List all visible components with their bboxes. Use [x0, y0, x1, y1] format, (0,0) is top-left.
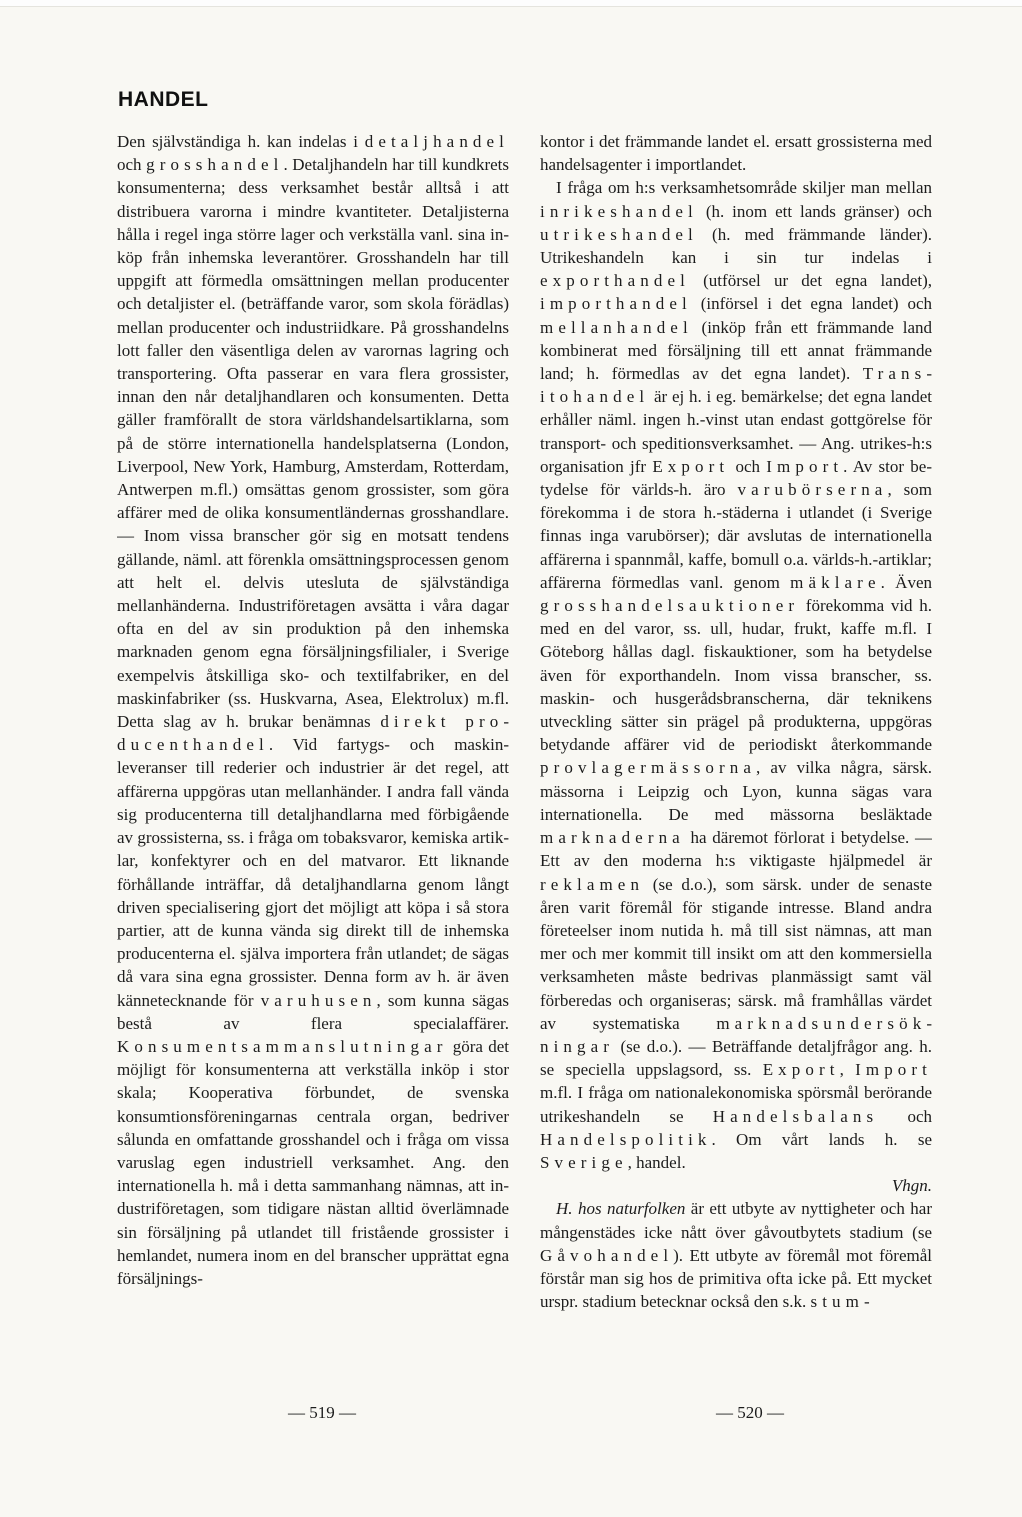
spaced-term: Export	[652, 456, 730, 476]
spaced-term: detaljhandel	[364, 132, 509, 151]
spaced-term: utrikeshandel	[540, 224, 698, 244]
text-run: . Vid fartygs- och maskinleveranser till rederier och industrier är det regel, att affärerna uppgöras utan mellanhänder. I andra fall vända sig producenterna till detaljhandlarna med förbigående av grossisterna, ss. i fråga om tobaksvaror, kemiska artiklar, konfektyrer och en del matvaror. Ett liknande förhållande inträffar, då detaljhandlarna genom långt driven specialisering gjort det möjligt att köpa i så stora partier, att de kunna vända sig direkt till de inhemska producenterna el. själva importera från utlandet; de sägas då vara sina egna grossister. Denna form av h. är även kännetecknande för	[117, 735, 509, 1010]
spaced-term: Gåvohandel	[540, 1245, 674, 1265]
spaced-term: importhandel	[540, 294, 692, 314]
spaced-term: Export	[762, 1060, 840, 1080]
spaced-term: Sverige	[540, 1152, 628, 1172]
text-run: , handel.	[627, 1152, 686, 1172]
text-run: är ej h. i eg. bemärkelse; det egna landet erhåller näml. ingen h.-vinst utan endast gottgörelse för transport- och speditionsverksamhet. — Ang. utrikes-h:s organisation jfr	[540, 387, 932, 476]
text-run: ,	[839, 1060, 856, 1080]
spaced-term: stum-	[810, 1292, 875, 1312]
text-run: och	[878, 1106, 932, 1126]
text-run: . Även	[880, 572, 932, 592]
page-number-right: — 520 —	[716, 1403, 784, 1422]
page-number-left: — 519 —	[288, 1403, 356, 1422]
text-run: . Om vårt lands h. se	[711, 1129, 932, 1149]
text-run: är ett utbyte av nyttigheter och har mångenstädes icke nått över gåvoutbytets stadium (se	[540, 1199, 932, 1242]
text-run: . Detaljhandeln har till kundkrets konsumenterna; dess verksamhet består alltså i att distribuera varorna i mindre kvantiteter. Detaljisterna hålla i regel inga större lager och verkställa vanl. sina inköp från inhemska leverantörer. Grosshandeln har till uppgift att förmedla omsättningen mellan producenter och detaljister el. (beträffande varor, som skola förädlas) mellan producenter och industriidkare. På grosshandelns lott faller den väsentliga delen av varornas lagring och transportering. Ofta passerar en vara flera grossister, innan den når detaljhandlaren och konsumenten. Detta gäller framförallt de stora världshandelsartiklarna, som på de större internationella handelsplatserna (London, Liverpool, New York, Hamburg, Amsterdam, Rotterdam, Antwerpen m.fl.) omsättas genom grossister, som göra affärer med de olika konsumentländernas grosshandlare. — Inom vissa branscher gör sig en motsatt tendens gällande, näml. att förenkla omsättningsprocessen genom att helt el. delvis utesluta de självständiga mellanhänderna. Industriföretagen avsätta i våra dagar ofta en del av sin produktion på den inhemska marknaden genom egna försäljningsfilialer, i Sverige exempelvis åtskilliga sko- och textilfabriker, en del maskinfabriker (ss. Huskvarna, Asea, Elektrolux) m.fl. Detta slag av h. brukar benämnas	[117, 155, 509, 732]
text-run: (inköp från ett främmande land kombinerat med försäljning till ett annat främmande land; h. förmedlas av det egna landet).	[540, 317, 932, 384]
text-run: Den självständiga h. kan indelas i	[117, 132, 365, 151]
text-run: (införsel i det egna landet) och	[691, 294, 932, 314]
right-paragraph-2	[540, 176, 932, 1174]
text-run: ). Ett utbyte av föremål mot föremål förstår man sig hos de primitiva ofta icke på. Ett mycket urspr. stadium betecknar också den s.k.	[540, 1245, 932, 1312]
spaced-term: marknadsundersökningar	[540, 1013, 932, 1056]
text-run: kontor i det främmande landet el. ersatt grossisterna med handelsagenter i importlandet.	[540, 132, 932, 175]
left-paragraph-1	[117, 130, 509, 1290]
text-run: , av vilka några, särsk. mässorna i Leipzig och Lyon, kunna sägas vara internationella. De med mässorna besläktade	[540, 758, 932, 824]
spaced-term: Handelsbalans	[712, 1106, 879, 1126]
spaced-term: varuhusen	[260, 990, 377, 1010]
spaced-term: marknaderna	[540, 828, 685, 848]
text-run: göra det möjligt för konsumenterna att verkställa inköp i stor skala; Kooperativa förbundet, de svenska konsumtionsföreningarnas centrala organ, bedriver sålunda en omfattande grosshandel och i fråga om vissa varuslag egen industriell verksamhet. Ang. den internationella h. må i detta sammanhang nämnas, att industriföretagen, som tidigare nästan alltid överlämnade sin försäljning på utlandet till fristående grossister i hemlandet, numera inom en del branscher upprättat egna försäljnings-	[117, 1036, 509, 1288]
text-run: (se d.o.), som särsk. under de senaste åren varit föremål för stigande intresse. Bland andra företeelser inom nutida h. må till sist nämnas, att man mer och mer kommit till insikt om att den kommersiella verksamheten måste bedrivas planmässigt samt väl förberedas och organiseras; särsk. må framhållas värdet av systematiska	[540, 874, 932, 1033]
spaced-term: Konsumentsammanslutningar	[117, 1036, 448, 1056]
text-run: , som kunna sägas bestå av flera specialaffärer.	[117, 990, 509, 1033]
text-run: ha däremot förlorat i betydelse. — Ett av den moderna h:s viktigaste hjälpmedel är	[540, 828, 932, 871]
text-run: och	[729, 456, 767, 476]
text-run: (h. med främmande länder). Utrikeshandeln kan i sin tur indelas i	[540, 224, 932, 268]
right-column	[540, 130, 932, 1386]
spaced-term: mäklare	[790, 572, 881, 592]
text-run: m.fl. I fråga om nationalekonomiska spörsmål berörande utrikeshandeln se	[540, 1083, 932, 1126]
spaced-term: grosshandel	[146, 155, 284, 175]
spaced-term: varubörserna	[737, 480, 888, 500]
right-paragraph-1	[540, 130, 932, 176]
text-run: förekomma vid h. med en del varor, ss. ull, hudar, frukt, kaffe m.fl. I Göteborg hållas dagl. fiskauktioner, som ha betydelse även för exporthandeln. Inom vissa branscher, ss. maskin- och husgerådsbranscherna, där teknikens utveckling sätter sin prägel på produkterna, uppgöras betydande affärer vid de periodiskt återkommande	[540, 596, 932, 755]
italic-term: H. hos naturfolken	[556, 1199, 686, 1219]
author-signature: Vhgn.	[891, 1176, 932, 1196]
text-run: (se d.o.). — Beträffande detaljfrågor ang. h. se speciella uppslagsord, ss.	[540, 1036, 932, 1080]
text-run: . Av stor betydelse för världs-h. äro	[540, 456, 932, 500]
page-top-edge	[0, 0, 1022, 7]
text-run: I fråga om h:s verksamhetsområde skiljer man mellan	[556, 178, 932, 198]
spaced-term: direkt producenthandel	[117, 712, 509, 755]
spaced-term: provlagermässorna	[540, 758, 757, 778]
right-paragraph-3	[540, 1197, 932, 1313]
text-run: och	[117, 155, 147, 175]
spaced-term: inrikeshandel	[540, 201, 698, 221]
spaced-term: exporthandel	[540, 271, 690, 291]
left-column	[117, 130, 509, 1386]
spaced-term: Transitohandel	[540, 364, 932, 407]
text-run: (h. inom ett lands gränser) och	[697, 201, 932, 221]
page-header-title: HANDEL	[118, 88, 209, 111]
text-run: (utförsel ur det egna landet),	[689, 271, 932, 291]
spaced-term: Import	[855, 1060, 932, 1080]
text-run: , som förekomma i de stora h.-städerna i utlandet (i Sverige finnas inga varubörser); där avslutas de internationella affärerna i spannmål, kaffe, bomull o.a. världs-h.-artiklar; affärerna förmedlas vanl. genom	[540, 480, 932, 592]
spaced-term: Handelspolitik	[540, 1129, 712, 1149]
spaced-term: mellanhandel	[540, 317, 693, 337]
spaced-term: Import	[766, 456, 844, 476]
spaced-term: reklamen	[540, 874, 645, 894]
spaced-term: grosshandelsauktioner	[540, 596, 800, 616]
